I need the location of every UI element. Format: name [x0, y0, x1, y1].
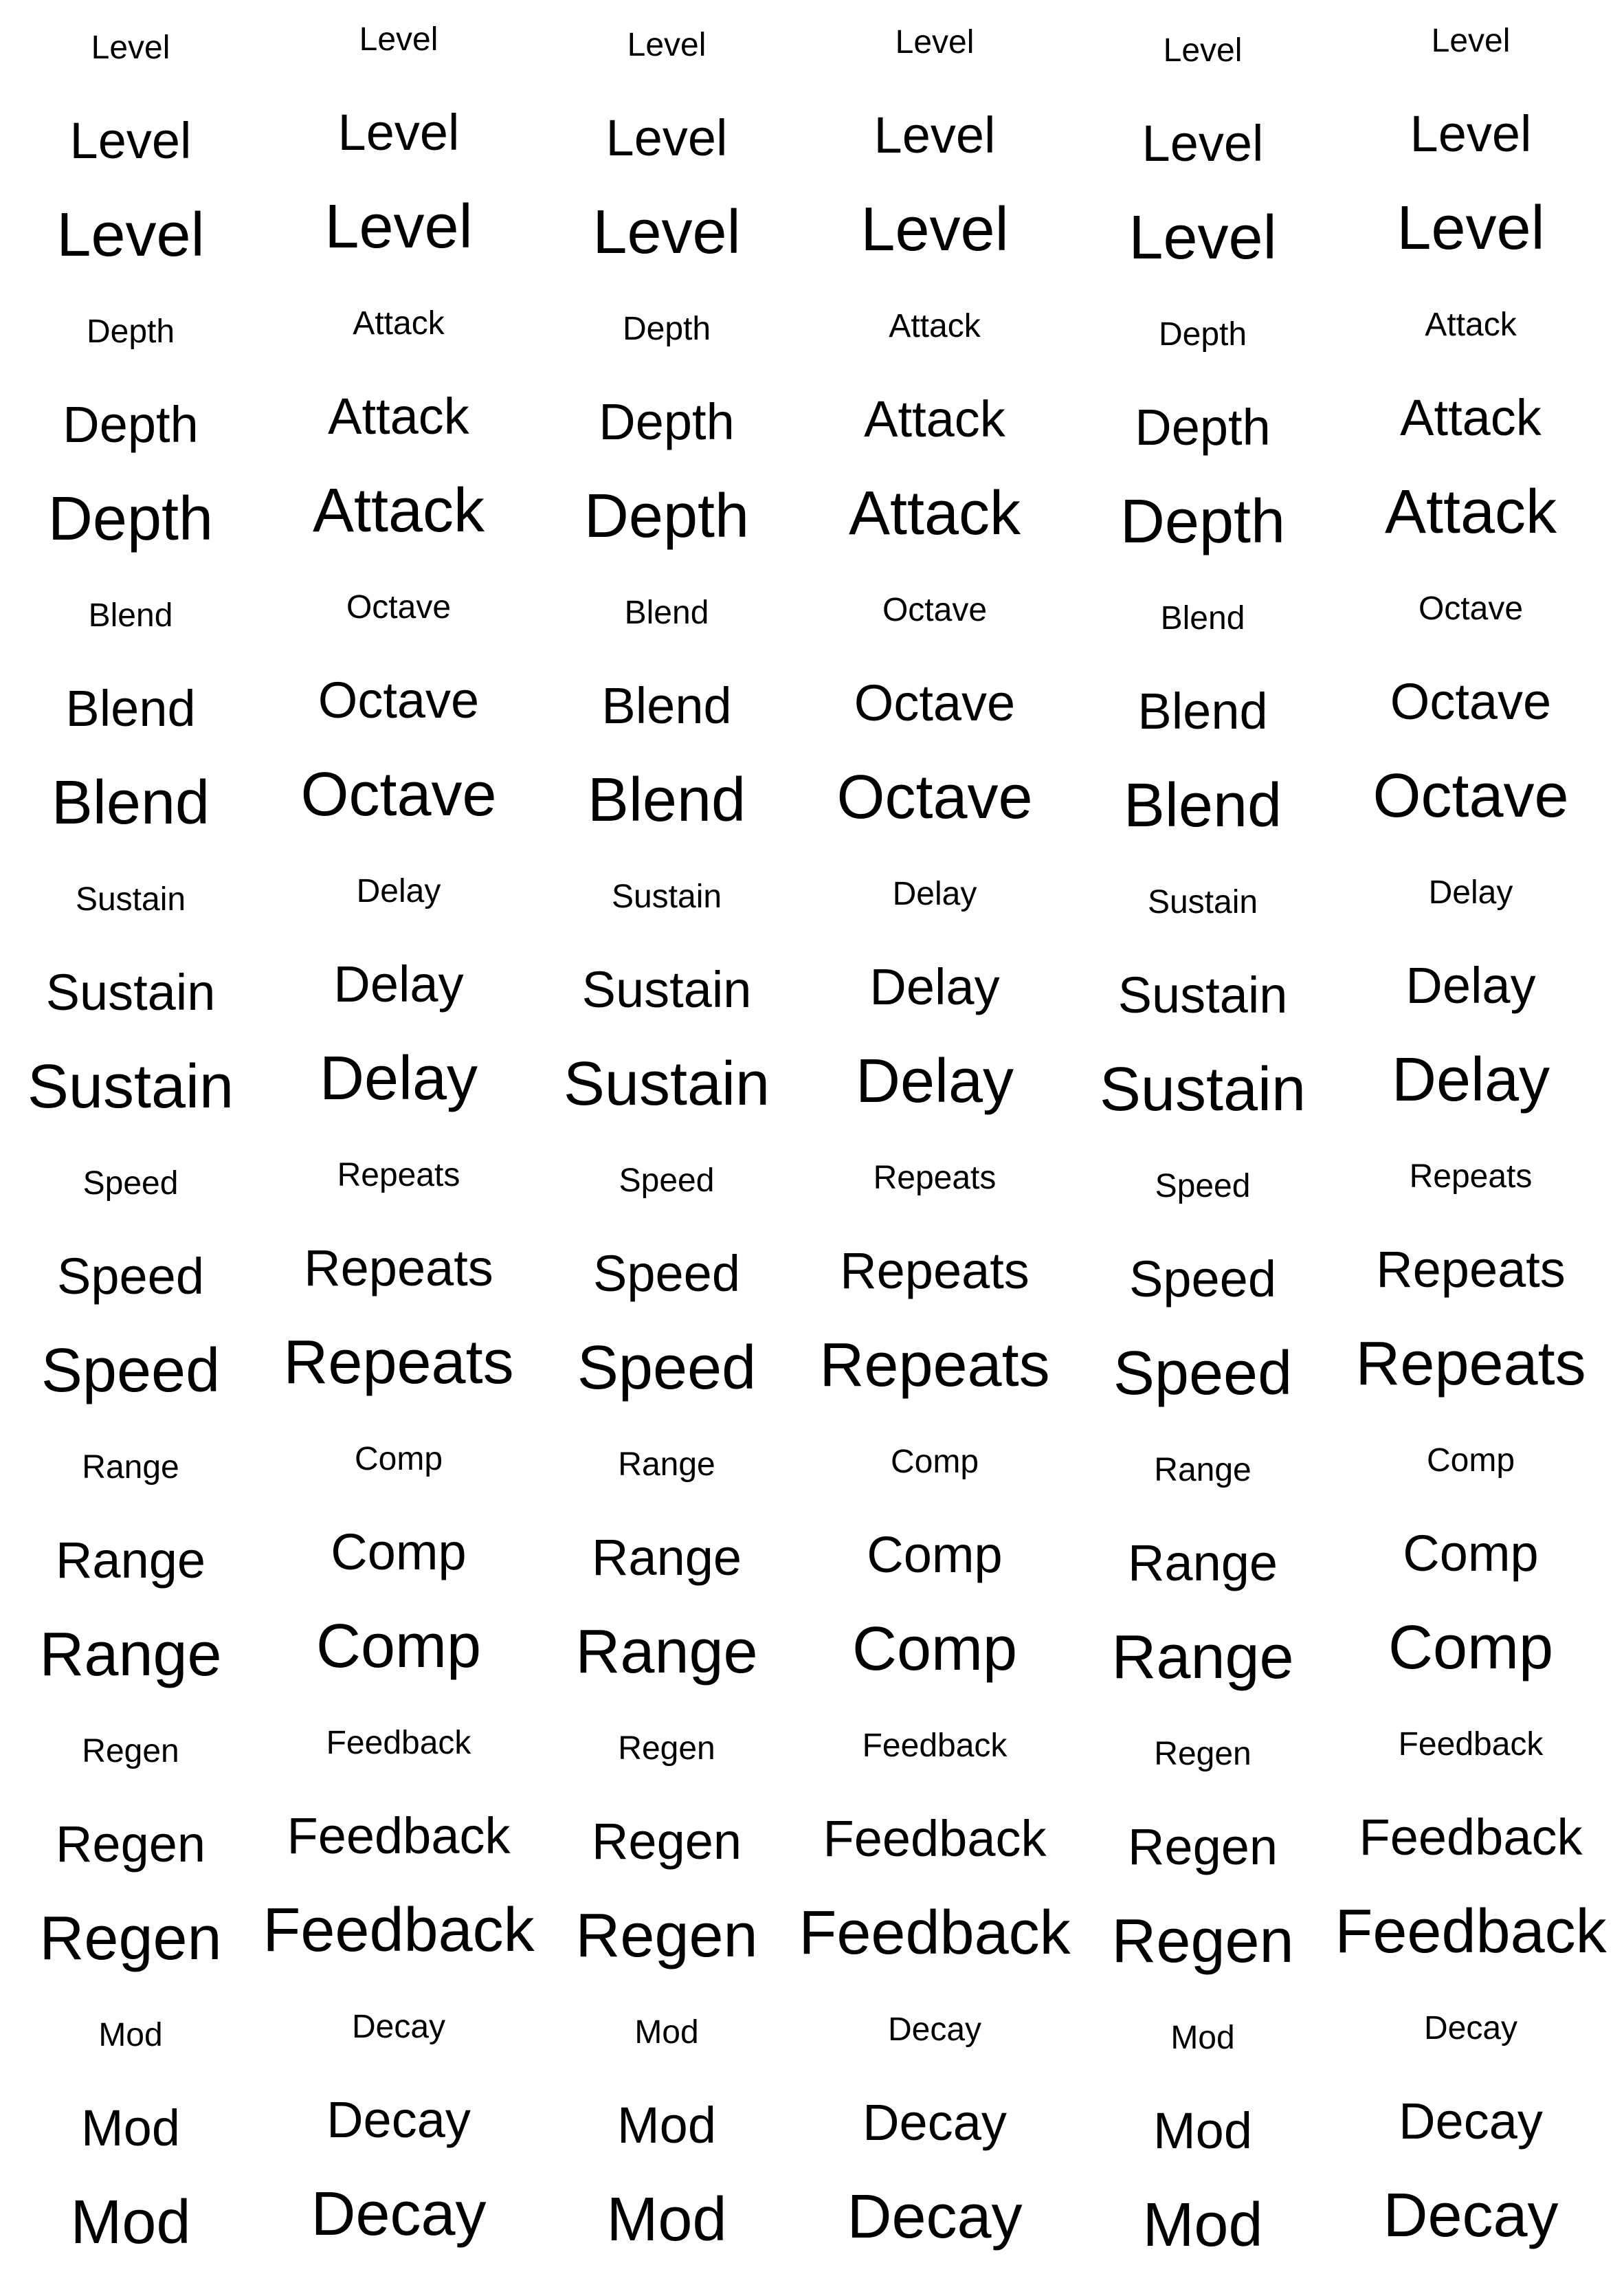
word-label: Range: [82, 1449, 179, 1486]
word-label: Regen: [1127, 1818, 1278, 1875]
word-label: Decay: [863, 2094, 1007, 2151]
word-label: Depth: [1158, 316, 1247, 353]
word-label: Speed: [577, 1334, 757, 1402]
word-label: Repeats: [304, 1239, 493, 1296]
word-label: Range: [55, 1532, 206, 1589]
word-label: Sustain: [1147, 884, 1258, 920]
word-label: Sustain: [581, 961, 752, 1018]
word-label: Level: [860, 195, 1009, 264]
word-label: Level: [895, 24, 975, 60]
word-label: Attack: [864, 390, 1005, 448]
word-label: Mod: [1170, 2020, 1235, 2056]
word-label: Sustain: [563, 1050, 770, 1118]
word-label: Level: [1142, 115, 1264, 172]
word-label: Level: [359, 21, 438, 58]
word-label: Comp: [1403, 1525, 1539, 1582]
word-label: Octave: [1390, 673, 1552, 730]
word-label: Comp: [1388, 1613, 1554, 1682]
word-label: Mod: [1142, 2191, 1263, 2260]
word-label: Decay: [311, 2180, 487, 2249]
word-label: Regen: [39, 1904, 222, 1973]
word-label: Mod: [70, 2188, 191, 2257]
word-label: Level: [592, 198, 741, 267]
word-label: Delay: [333, 956, 464, 1013]
word-label: Mod: [634, 2014, 699, 2051]
word-label: Octave: [836, 763, 1033, 832]
word-label: Regen: [575, 1901, 758, 1970]
word-label: Feedback: [823, 1810, 1047, 1867]
word-label: Speed: [57, 1248, 204, 1305]
word-label: Mod: [81, 2099, 180, 2156]
word-label: Depth: [622, 311, 711, 347]
word-label: Comp: [354, 1441, 443, 1477]
word-label: Level: [324, 192, 473, 261]
word-label: Comp: [1426, 1442, 1515, 1479]
word-label: Regen: [618, 1730, 715, 1767]
word-label: Attack: [312, 476, 485, 545]
word-label: Level: [337, 104, 460, 161]
word-label: Speed: [1113, 1339, 1293, 1408]
word-label: Decay: [326, 2091, 471, 2148]
word-label: Sustain: [1117, 967, 1288, 1024]
word-label: Level: [1410, 105, 1532, 162]
word-label: Octave: [318, 672, 480, 729]
word-label: Decay: [887, 2011, 982, 2048]
word-label: Decay: [1423, 2010, 1518, 2046]
word-label: Depth: [599, 393, 735, 450]
word-label: Blend: [624, 595, 709, 631]
word-label: Sustain: [75, 881, 186, 918]
word-label: Speed: [1155, 1168, 1251, 1204]
word-label: Range: [1127, 1534, 1278, 1591]
word-label: Blend: [65, 680, 196, 737]
word-label: Decay: [1383, 2181, 1559, 2250]
word-label: Mod: [617, 2097, 716, 2154]
word-label: Level: [605, 109, 728, 166]
word-label: Level: [1163, 32, 1243, 69]
word-label: Depth: [1135, 399, 1271, 456]
word-label: Comp: [867, 1526, 1003, 1583]
word-label: Feedback: [1335, 1897, 1607, 1966]
word-label: Depth: [47, 485, 214, 553]
word-label: Attack: [353, 305, 445, 342]
word-label: Sustain: [1099, 1055, 1306, 1124]
word-label: Blend: [1160, 600, 1245, 637]
word-label: Level: [56, 201, 205, 269]
word-label: Range: [39, 1620, 222, 1689]
word-label: Sustain: [45, 964, 216, 1021]
word-label: Feedback: [263, 1896, 535, 1965]
word-label: Repeats: [873, 1160, 997, 1196]
word-label: Octave: [346, 589, 452, 626]
word-label: Repeats: [283, 1328, 514, 1397]
word-label: Range: [591, 1529, 742, 1586]
word-label: Depth: [1120, 487, 1286, 556]
word-label: Range: [1111, 1623, 1294, 1692]
word-label: Attack: [1425, 307, 1517, 343]
word-label: Blend: [1137, 683, 1268, 740]
word-label: Feedback: [1359, 1809, 1583, 1866]
word-label: Regen: [82, 1733, 179, 1769]
word-label: Repeats: [840, 1242, 1030, 1299]
word-label: Feedback: [799, 1899, 1071, 1967]
word-label: Blend: [51, 769, 210, 837]
word-label: Speed: [82, 1165, 179, 1202]
word-label: Octave: [1418, 590, 1524, 627]
word-label: Level: [91, 30, 170, 66]
word-label: Delay: [1405, 957, 1536, 1014]
word-label: Octave: [1372, 762, 1569, 830]
word-label: Attack: [1384, 478, 1557, 547]
word-label: Feedback: [1398, 1726, 1544, 1763]
word-label: Range: [618, 1446, 715, 1483]
word-label: Delay: [855, 1047, 1014, 1116]
word-label: Blend: [587, 766, 746, 835]
word-label: Level: [1397, 194, 1545, 263]
word-label: Comp: [315, 1612, 482, 1681]
word-label: Sustain: [27, 1052, 234, 1121]
word-label: Depth: [86, 313, 175, 350]
word-label: Sustain: [611, 879, 722, 915]
word-label: Feedback: [287, 1807, 511, 1864]
word-label: Speed: [41, 1336, 221, 1405]
word-label: Octave: [882, 592, 988, 628]
word-label: Attack: [1400, 389, 1542, 446]
word-label: Comp: [331, 1523, 467, 1580]
word-label: Speed: [593, 1245, 740, 1302]
word-label: Decay: [847, 2183, 1023, 2251]
word-label: Delay: [356, 873, 441, 909]
word-label: Level: [1128, 203, 1277, 272]
word-label: Attack: [848, 479, 1021, 548]
word-label: Level: [874, 107, 996, 164]
word-label: Delay: [1391, 1046, 1550, 1114]
word-label: Mod: [606, 2185, 727, 2254]
word-label: Regen: [1154, 1736, 1252, 1772]
word-label: Level: [69, 112, 192, 169]
word-label: Range: [1154, 1452, 1252, 1488]
word-label: Repeats: [1409, 1158, 1533, 1195]
word-label: Mod: [98, 2017, 163, 2053]
word-label: Speed: [1129, 1250, 1276, 1307]
word-label: Blend: [88, 597, 173, 634]
word-label: Delay: [869, 958, 1000, 1015]
word-label: Delay: [319, 1044, 478, 1113]
word-label: Repeats: [337, 1157, 460, 1193]
word-label: Regen: [55, 1815, 206, 1873]
word-label: Delay: [892, 876, 977, 912]
word-label: Regen: [1111, 1907, 1294, 1976]
word-label: Attack: [328, 388, 469, 445]
word-label: Repeats: [819, 1331, 1050, 1400]
word-label: Blend: [1123, 771, 1282, 840]
word-label: Regen: [591, 1813, 742, 1870]
word-label: Repeats: [1376, 1241, 1566, 1298]
word-label: Octave: [300, 760, 497, 829]
word-label: Feedback: [862, 1727, 1008, 1764]
word-label: Repeats: [1355, 1329, 1586, 1398]
word-label: Depth: [583, 482, 750, 551]
word-label: Mod: [1153, 2102, 1252, 2159]
word-label: Comp: [852, 1615, 1018, 1684]
word-label: Speed: [619, 1162, 715, 1199]
word-label: Blend: [601, 677, 732, 734]
word-label: Decay: [351, 2009, 446, 2045]
word-label: Level: [1431, 23, 1511, 59]
word-label: Decay: [1399, 2093, 1543, 2150]
word-label: Comp: [890, 1444, 979, 1480]
word-label: Level: [627, 27, 707, 63]
word-label: Feedback: [326, 1725, 471, 1761]
word-label: Octave: [854, 674, 1016, 731]
word-label: Depth: [63, 396, 199, 453]
word-label: Range: [575, 1618, 758, 1686]
word-label: Attack: [889, 308, 981, 344]
word-label: Delay: [1428, 874, 1513, 911]
